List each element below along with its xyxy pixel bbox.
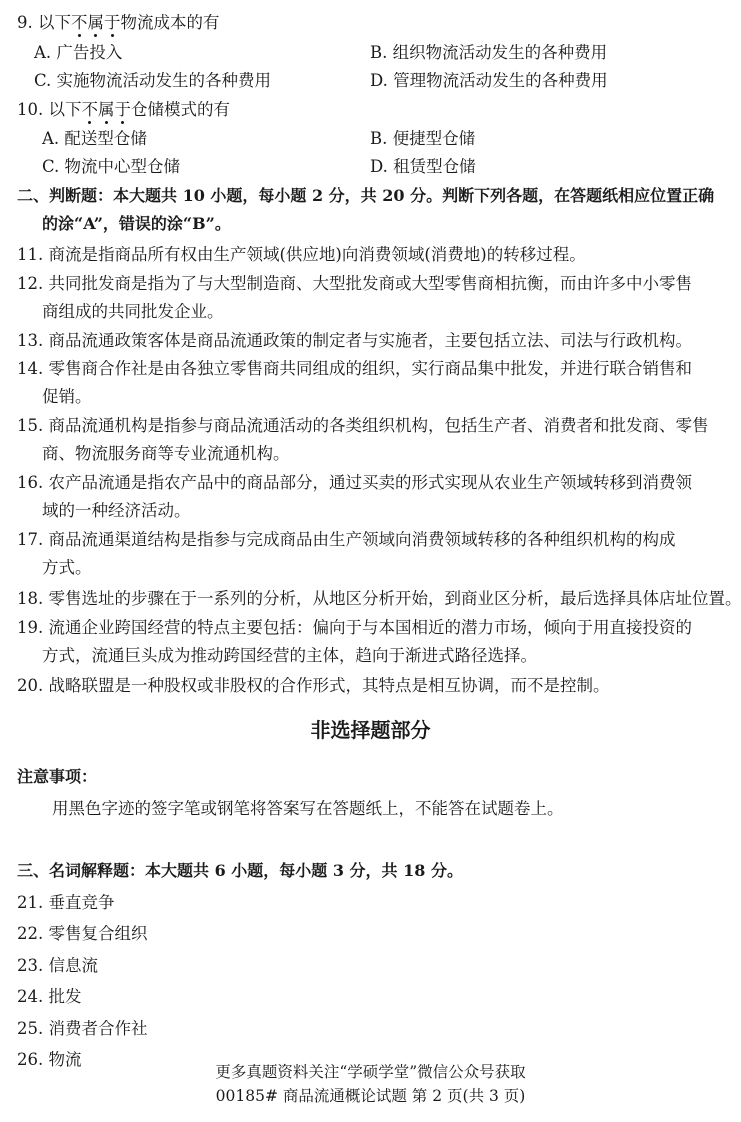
question-15-line2: 商、物流服务商等专业流通机构。: [42, 444, 290, 463]
question-12-line1: 12. 共同批发商是指为了与大型制造商、大型批发商或大型零售商相抗衡，而由许多中小零售: [17, 274, 692, 293]
question-18: 18. 零售选址的步骤在于一系列的分析，从地区分析开始，到商业区分析，最后选择具体店址位置。: [17, 589, 741, 608]
question-17-line2: 方式。: [42, 558, 92, 577]
question-12-line2: 商组成的共同批发企业。: [42, 302, 224, 321]
term-25: 25. 消费者合作社: [17, 1019, 148, 1038]
question-20: 20. 战略联盟是一种股权或非股权的合作形式，其特点是相互协调，而不是控制。: [17, 676, 610, 695]
question-9-option-c: C. 实施物流活动发生的各种费用: [34, 71, 272, 90]
question-15-line1: 15. 商品流通机构是指参与商品流通活动的各类组织机构，包括生产者、消费者和批发商、零售: [17, 416, 709, 435]
question-13: 13. 商品流通政策客体是商品流通政策的制定者与实施者，主要包括立法、司法与行政机构。: [17, 331, 692, 350]
footer-promo: 更多真题资料关注“学硕学堂”微信公众号获取: [215, 1063, 526, 1081]
term-26: 26. 物流: [17, 1050, 82, 1069]
question-10-option-a: A. 配送型仓储: [42, 129, 147, 148]
question-9-option-b: B. 组织物流活动发生的各种费用: [370, 43, 608, 62]
notice-text: 用黑色字迹的签字笔或钢笔将答案写在答题纸上，不能答在试题卷上。: [52, 799, 564, 818]
question-9-option-d: D. 管理物流活动发生的各种费用: [370, 71, 608, 90]
question-11: 11. 商流是指商品所有权由生产领域(供应地)向消费领域(消费地)的转移过程。: [17, 245, 586, 264]
footer-page-info: 00185# 商品流通概论试题 第 2 页(共 3 页): [215, 1087, 526, 1105]
question-19-line2: 方式，流通巨头成为推动跨国经营的主体，趋向于渐进式路径选择。: [42, 646, 537, 665]
question-14-line1: 14. 零售商合作社是由各独立零售商共同组成的组织，实行商品集中批发，并进行联合销售和: [17, 359, 692, 378]
question-17-line1: 17. 商品流通渠道结构是指参与完成商品由生产领域向消费领域转移的各种组织机构的构成: [17, 530, 676, 549]
term-24: 24. 批发: [17, 987, 82, 1006]
question-14-line2: 促销。: [42, 387, 92, 406]
term-22: 22. 零售复合组织: [17, 924, 148, 943]
notice-heading: 注意事项：: [17, 767, 98, 786]
question-10-stem: 10. 以下不属于仓储模式的有: [17, 100, 230, 119]
section-2-heading-line2: 的涂“A”，错误的涂“B”。: [42, 214, 231, 233]
question-16-line1: 16. 农产品流通是指农产品中的商品部分，通过买卖的形式实现从农业生产领域转移到消费领: [17, 473, 692, 492]
question-9-stem: 9. 以下不属于物流成本的有: [17, 13, 220, 32]
question-9-option-a: A. 广告投入: [34, 43, 123, 62]
question-19-line1: 19. 流通企业跨国经营的特点主要包括：偏向于与本国相近的潜力市场，倾向于用直接投资的: [17, 618, 692, 637]
section-2-heading-line1: 二、判断题：本大题共 10 小题，每小题 2 分，共 20 分。判断下列各题，在答题纸相应位置正确: [17, 186, 715, 205]
part-title: 非选择题部分: [310, 718, 431, 742]
term-21: 21. 垂直竞争: [17, 893, 115, 912]
question-10-option-d: D. 租赁型仓储: [370, 157, 476, 176]
term-23: 23. 信息流: [17, 956, 98, 975]
question-10-option-c: C. 物流中心型仓储: [42, 157, 181, 176]
question-16-line2: 域的一种经济活动。: [42, 501, 191, 520]
question-10-option-b: B. 便捷型仓储: [370, 129, 476, 148]
section-3-heading: 三、名词解释题：本大题共 6 小题，每小题 3 分，共 18 分。: [17, 861, 463, 880]
